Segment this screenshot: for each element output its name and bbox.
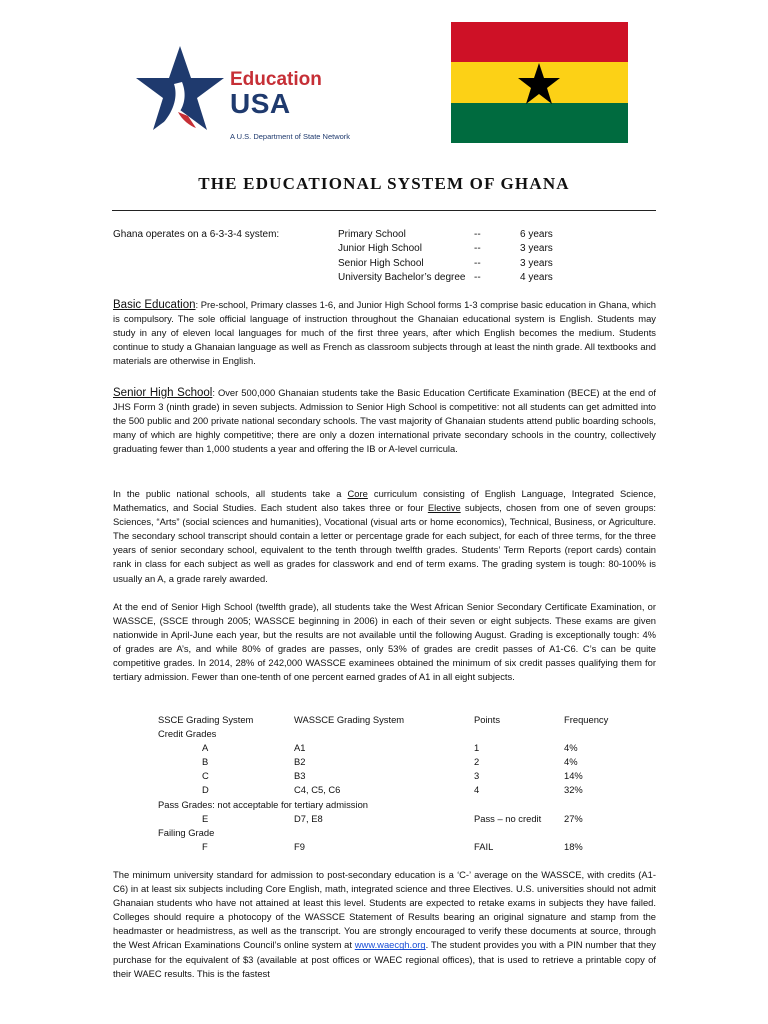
- column-header: Points: [474, 714, 501, 725]
- level-name: University Bachelor’s degree: [338, 271, 466, 283]
- ghana-flag: [451, 22, 628, 143]
- table-cell: D: [202, 784, 209, 796]
- basic-education-heading: Basic Education: [113, 299, 196, 311]
- credit-grades-label: Credit Grades: [158, 728, 217, 740]
- table-cell: 4%: [564, 742, 578, 754]
- table-cell: 2: [474, 756, 480, 768]
- flag-band-green: [451, 103, 628, 143]
- table-cell: B3: [294, 770, 306, 782]
- table-cell: 4%: [564, 756, 578, 768]
- column-header: WASSCE Grading System: [294, 714, 405, 725]
- senior-high-text: : Over 500,000 Ghanaian students take the Basic Education Certificate Examination (BECE) at the end of JHS Form 3 (ninth grade) in seven subjects. Admission to Senior High School is competitive: not all students can get admitted into the 500 public and 200 private national secondary schools. The vast majority of Ghanaian students attend public boarding schools, many of which are highly competitive; there are only a dozen international private secondary schools in the country, collectively graduating fewer than 1,000 students a year and offering the IB or A-level curricula.: [113, 387, 656, 455]
- column-header: Frequency: [564, 714, 609, 725]
- table-cell: B: [202, 756, 209, 768]
- level-years: 3 years: [520, 243, 553, 255]
- table-cell: C: [202, 770, 209, 782]
- table-cell: 27%: [564, 812, 583, 824]
- table-cell: 1: [474, 742, 480, 754]
- waec-link[interactable]: www.waecgh.org: [354, 939, 426, 951]
- level-years: 6 years: [520, 229, 553, 240]
- basic-education-text: : Pre-school, Primary classes 1-6, and Junior High School forms 1-3 comprise basic education in Ghana, which is compulsory. The sole official language of instruction throughout the Ghanaian educational system is English. Students may study in any of eleven local languages for much of the first three years, after which English becomes the medium. Students continue to study a Ghanaian language as well as French as classroom subjects through at least the ninth grade. All textbooks and materials are otherwise in English.: [113, 299, 656, 367]
- curriculum-text-2: curriculum consisting of English Language, Integrated Science, Mathematics, and Social Studies. Each student also takes three or four: [113, 488, 656, 514]
- logo-word-usa: USA: [230, 88, 291, 119]
- logo-tagline: A U.S. Department of State Network: [230, 132, 351, 141]
- column-header: SSCE Grading System: [158, 714, 254, 725]
- admission-paragraph: [113, 868, 656, 981]
- core-term: Core: [347, 488, 368, 499]
- logo-word-education: Education: [230, 69, 322, 90]
- wassce-paragraph: At the end of Senior High School (twelfth grade), all students take the West African Senior Secondary Certificate Examination, or WASSCE, (SSCE through 2005; WASSCE beginning in 2006) in each of their seven or eight subjects. These exams are given nationwide in April-June each year, but the results are not available until the following August. Grading is exceptionally tough: 4% of grades are A’s, and while 80% of grades are passes, only 53% of grades are credit passes of A1-C6. C’s can be quite competitive grades. In 2014, 28% of 242,000 WASSCE examinees obtained the minimum of six credit passes qualifying them for tertiary admission. Fewer than one-tenth of one percent earned grades of A1 in all eight subjects.: [113, 601, 656, 683]
- admission-text-1: The minimum university standard for admission to post-secondary education is a ‘C-’ average on the WASSCE, with credits (A1-C6) in at least six subjects including Core English, math, integrated science and three Electives. U.S. universities should not admit Ghanaian students who have not attained at least this level. Students are expected to retake exams in subjects they have failed. Colleges should require a photocopy of the WASSCE Statement of Results bearing an original signature and stamp from the headmaster or headmistress, as well as the transcript. You are strongly encouraged to verify these documents at source, through the West African Examinations Council’s online system at: [113, 869, 656, 951]
- educationusa-logo: [134, 44, 360, 148]
- level-name: Junior High School: [338, 243, 422, 255]
- level-name: Primary School: [338, 229, 406, 240]
- senior-high-paragraph: [113, 386, 656, 456]
- curriculum-text-3: subjects, chosen from one of seven groups: Sciences, “Arts” (social sciences and humanities), Vocational (visual arts or home economics), Technical, Business, or Agriculture. The secondary school transcript should contain a letter or percentage grade for each subject, for each of three terms, for the three years of senior secondary school, equivalent to the tenth through twelfth grades. Students’ Term Reports (report cards) contain rank in class for each subject as well as grades for classwork and end of term exams. The grading system is tough: 80-100% is usually an A, a grade rarely awarded.: [113, 502, 656, 584]
- table-cell: D7, E8: [294, 812, 323, 824]
- table-cell: C4, C5, C6: [294, 784, 341, 796]
- table-cell: 4: [474, 784, 480, 796]
- title-divider: [112, 210, 656, 211]
- star-logo-icon: [134, 44, 226, 144]
- table-cell: FAIL: [474, 840, 494, 852]
- table-cell: 14%: [564, 770, 583, 782]
- table-cell: F9: [294, 840, 305, 852]
- level-dash: --: [474, 243, 481, 255]
- table-cell: B2: [294, 756, 306, 768]
- flag-band-red: [451, 22, 628, 62]
- level-dash: --: [474, 229, 481, 240]
- table-cell: 3: [474, 770, 480, 782]
- level-years: 4 years: [520, 271, 553, 283]
- level-dash: --: [474, 271, 481, 283]
- level-years: 3 years: [520, 257, 553, 269]
- admission-text-2: . The student provides you with a PIN number that they purchase for the equivalent of $3 (available at post offices or WAEC regional offices), that is used to retrieve a printable copy of their WAEC results. This is the fastest: [113, 939, 656, 979]
- table-cell: E: [202, 812, 209, 824]
- black-star-icon: [517, 62, 561, 106]
- table-cell: 18%: [564, 840, 583, 852]
- pass-grades-label: Pass Grades: not acceptable for tertiary admission: [158, 798, 368, 810]
- curriculum-text-1: In the public national schools, all students take a: [113, 488, 348, 499]
- level-name: Senior High School: [338, 257, 424, 269]
- senior-high-heading: Senior High School: [113, 387, 213, 399]
- level-dash: --: [474, 257, 481, 269]
- table-cell: A1: [294, 742, 306, 754]
- curriculum-paragraph: [113, 487, 656, 586]
- table-cell: 32%: [564, 784, 583, 796]
- elective-term: Elective: [427, 502, 461, 514]
- page-title: THE EDUCATIONAL SYSTEM OF GHANA: [198, 174, 570, 193]
- table-cell: Pass – no credit: [474, 812, 542, 824]
- system-intro: Ghana operates on a 6-3-3-4 system:: [113, 229, 280, 240]
- basic-education-paragraph: [113, 298, 656, 368]
- system-levels: [338, 228, 465, 285]
- system-years: [520, 228, 553, 285]
- failing-grade-label: Failing Grade: [158, 826, 215, 838]
- system-dashes: [474, 228, 481, 285]
- table-cell: A: [202, 742, 209, 754]
- table-cell: F: [202, 840, 208, 852]
